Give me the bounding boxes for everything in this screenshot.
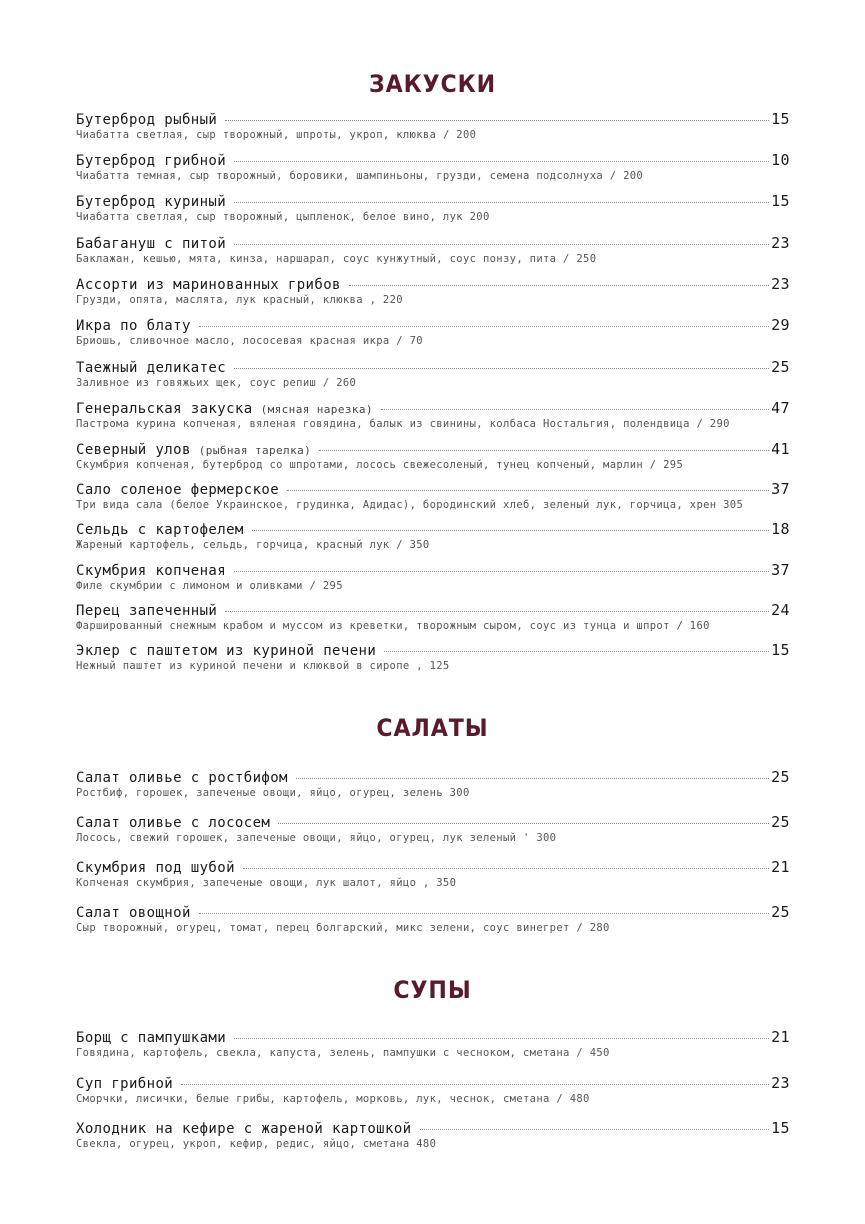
- leader-dots: [243, 867, 769, 869]
- item-price: 21: [771, 1028, 790, 1046]
- item-name: Икра по блату: [76, 318, 191, 334]
- item-weight: / 260: [322, 377, 357, 389]
- item-price: 15: [771, 641, 790, 659]
- item-weight: / 290: [696, 418, 730, 430]
- menu-item: [76, 1119, 790, 1150]
- menu-item: [76, 358, 790, 389]
- item-description: Нежный паштет из куриной печени и клюквой в сиропе: [76, 660, 410, 672]
- item-name: Скумбрия под шубой: [76, 860, 235, 876]
- item-name: Бабагануш с питой: [76, 236, 227, 252]
- item-description: Копченая скумбрия, запеченые овощи, лук шалот, яйцо: [76, 877, 417, 889]
- item-note: (рыбная тарелка): [198, 444, 312, 457]
- item-description: Сыр творожный, огурец, томат, перец болгарский, микс зелени, соус винегрет: [76, 922, 570, 934]
- menu-item: [76, 234, 790, 265]
- leader-dots: [199, 912, 769, 914]
- item-price: 15: [771, 1119, 790, 1137]
- item-description: Лосось, свежий горошек, запеченые овощи, яйцо, огурец, лук зеленый: [76, 832, 517, 844]
- menu-item: [76, 440, 790, 471]
- item-weight: / 295: [649, 459, 684, 471]
- item-weight: 480: [416, 1138, 437, 1150]
- item-description: Говядина, картофель, свекла, капуста, зелень, пампушки с чесноком, сметана: [76, 1047, 570, 1059]
- item-description: Бриошь, сливочное масло, лососевая красная икра: [76, 335, 390, 347]
- item-name: Холодник на кефире с жареной картошкой: [76, 1121, 412, 1137]
- item-description: Баклажан, кешью, мята, кинза, наршарап, соус кунжутный, соус понзу, пита: [76, 253, 557, 265]
- leader-dots: [199, 325, 769, 327]
- leader-dots: [181, 1083, 769, 1085]
- item-name: Борщ с пампушками: [76, 1030, 227, 1046]
- item-price: 29: [771, 316, 790, 334]
- item-price: 15: [771, 110, 790, 128]
- item-name: Ассорти из маринованных грибов: [76, 277, 341, 293]
- item-description: Ростбиф, горошек, запеченые овощи, яйцо, огурец, зелень: [76, 787, 443, 799]
- leader-dots: [287, 489, 769, 491]
- leader-dots: [349, 284, 769, 286]
- item-price: 41: [771, 440, 790, 458]
- item-weight: ' 300: [523, 832, 557, 844]
- menu-item: [76, 813, 790, 844]
- menu-item: [76, 561, 790, 592]
- item-name: Салат овощной: [76, 905, 191, 921]
- item-weight: / 350: [396, 539, 430, 551]
- menu-item: [76, 192, 790, 223]
- menu-item: [76, 316, 790, 347]
- item-name: Таежный деликатес: [76, 360, 227, 376]
- item-weight: / 250: [563, 253, 597, 265]
- leader-dots: [278, 822, 769, 824]
- item-weight: 200: [469, 211, 490, 223]
- leader-dots: [252, 529, 769, 531]
- item-name: Салат оливье с лососем: [76, 815, 271, 831]
- leader-dots: [234, 1037, 769, 1039]
- item-description: Чиабатта светлая, сыр творожный, цыпленок, белое вино, лук: [76, 211, 463, 223]
- item-weight: 300: [449, 787, 470, 799]
- section-title-supy: СУПЫ: [393, 976, 472, 1004]
- item-price: 25: [771, 813, 790, 831]
- item-weight: / 280: [576, 922, 610, 934]
- item-price: 23: [771, 234, 790, 252]
- leader-dots: [234, 201, 769, 203]
- menu-item: [76, 520, 790, 551]
- item-weight: , 220: [369, 294, 403, 306]
- item-description: Пастрома курина копченая, вяленая говядина, балык из свинины, колбаса Ностальгия, полендвица: [76, 418, 690, 430]
- menu-item: [76, 1074, 790, 1105]
- section-title-salaty: САЛАТЫ: [376, 714, 489, 742]
- leader-dots: [225, 610, 769, 612]
- item-price: 47: [771, 399, 790, 417]
- item-name: Перец запеченный: [76, 603, 218, 619]
- item-weight: / 160: [676, 620, 710, 632]
- item-description: Скумбрия копченая, бутерброд со шпротами, лосось свежесоленый, тунец копченый, марлин: [76, 459, 644, 471]
- menu-item: [76, 1028, 790, 1059]
- item-weight: / 200: [442, 129, 477, 141]
- item-name: Скумбрия копченая: [76, 563, 227, 579]
- item-price: 23: [771, 1074, 790, 1092]
- item-name: Бутерброд рыбный: [76, 112, 218, 128]
- section-title-zakuski: ЗАКУСКИ: [368, 70, 497, 98]
- leader-dots: [234, 570, 769, 572]
- item-name: Генеральская закуска: [76, 401, 253, 417]
- menu-item: [76, 399, 790, 430]
- item-price: 15: [771, 192, 790, 210]
- item-price: 25: [771, 903, 790, 921]
- leader-dots: [234, 367, 769, 369]
- item-weight: , 350: [422, 877, 457, 889]
- item-price: 37: [771, 561, 790, 579]
- leader-dots: [319, 449, 769, 451]
- item-description: Три вида сала (белое Украинское, грудинка, Адидас), бородинский хлеб, зеленый лук, горчица, хрен: [76, 499, 717, 511]
- item-name: Северный улов: [76, 442, 191, 458]
- menu-item: [76, 275, 790, 306]
- item-price: 25: [771, 358, 790, 376]
- item-price: 23: [771, 275, 790, 293]
- menu-item: [76, 858, 790, 889]
- item-note: (мясная нарезка): [260, 403, 373, 416]
- leader-dots: [384, 650, 769, 652]
- item-weight: / 200: [609, 170, 644, 182]
- item-price: 24: [771, 601, 790, 619]
- item-name: Салат оливье с ростбифом: [76, 770, 288, 786]
- item-price: 10: [771, 151, 790, 169]
- item-description: Чиабатта светлая, сыр творожный, шпроты, укроп, клюква: [76, 129, 437, 141]
- item-description: Сморчки, лисички, белые грибы, картофель, морковь, лук, чеснок, сметана: [76, 1093, 550, 1105]
- menu-item: [76, 480, 790, 511]
- item-price: 25: [771, 768, 790, 786]
- item-description: Заливное из говяжьих щек, соус репиш: [76, 377, 317, 389]
- leader-dots: [296, 777, 769, 779]
- item-description: Жареный картофель, сельдь, горчица, красный лук: [76, 539, 390, 551]
- item-description: Филе скумбрии с лимоном и оливками: [76, 580, 303, 592]
- item-name: Эклер с паштетом из куриной печени: [76, 643, 377, 659]
- item-weight: 305: [723, 499, 744, 511]
- menu-item: [76, 601, 790, 632]
- menu-item: [76, 151, 790, 182]
- item-description: Чиабатта темная, сыр творожный, боровики, шампиньоны, грузди, семена подсолнуха: [76, 170, 604, 182]
- item-weight: , 125: [416, 660, 450, 672]
- item-name: Сельдь с картофелем: [76, 522, 244, 538]
- item-description: Фаршированный снежным крабом и муссом из креветки, творожным сыром, соус из тунца и шпрот: [76, 620, 670, 632]
- leader-dots: [234, 160, 769, 162]
- item-description: Грузди, опята, маслята, лук красный, клюква: [76, 294, 363, 306]
- item-description: Свекла, огурец, укроп, кефир, редис, яйцо, сметана: [76, 1138, 410, 1150]
- item-name: Сало соленое фермерское: [76, 482, 280, 498]
- item-weight: / 450: [576, 1047, 610, 1059]
- leader-dots: [420, 1128, 770, 1130]
- item-price: 37: [771, 480, 790, 498]
- menu-item: [76, 110, 790, 141]
- item-price: 18: [771, 520, 790, 538]
- item-weight: / 70: [396, 335, 423, 347]
- item-name: Бутерброд грибной: [76, 153, 227, 169]
- menu-item: [76, 903, 790, 934]
- item-weight: / 480: [556, 1093, 590, 1105]
- item-name: Суп грибной: [76, 1076, 174, 1092]
- leader-dots: [381, 408, 769, 410]
- leader-dots: [225, 119, 769, 121]
- menu-item: [76, 641, 790, 672]
- leader-dots: [234, 243, 769, 245]
- menu-item: [76, 768, 790, 799]
- item-weight: / 295: [309, 580, 343, 592]
- item-price: 21: [771, 858, 790, 876]
- item-name: Бутерброд куриный: [76, 194, 227, 210]
